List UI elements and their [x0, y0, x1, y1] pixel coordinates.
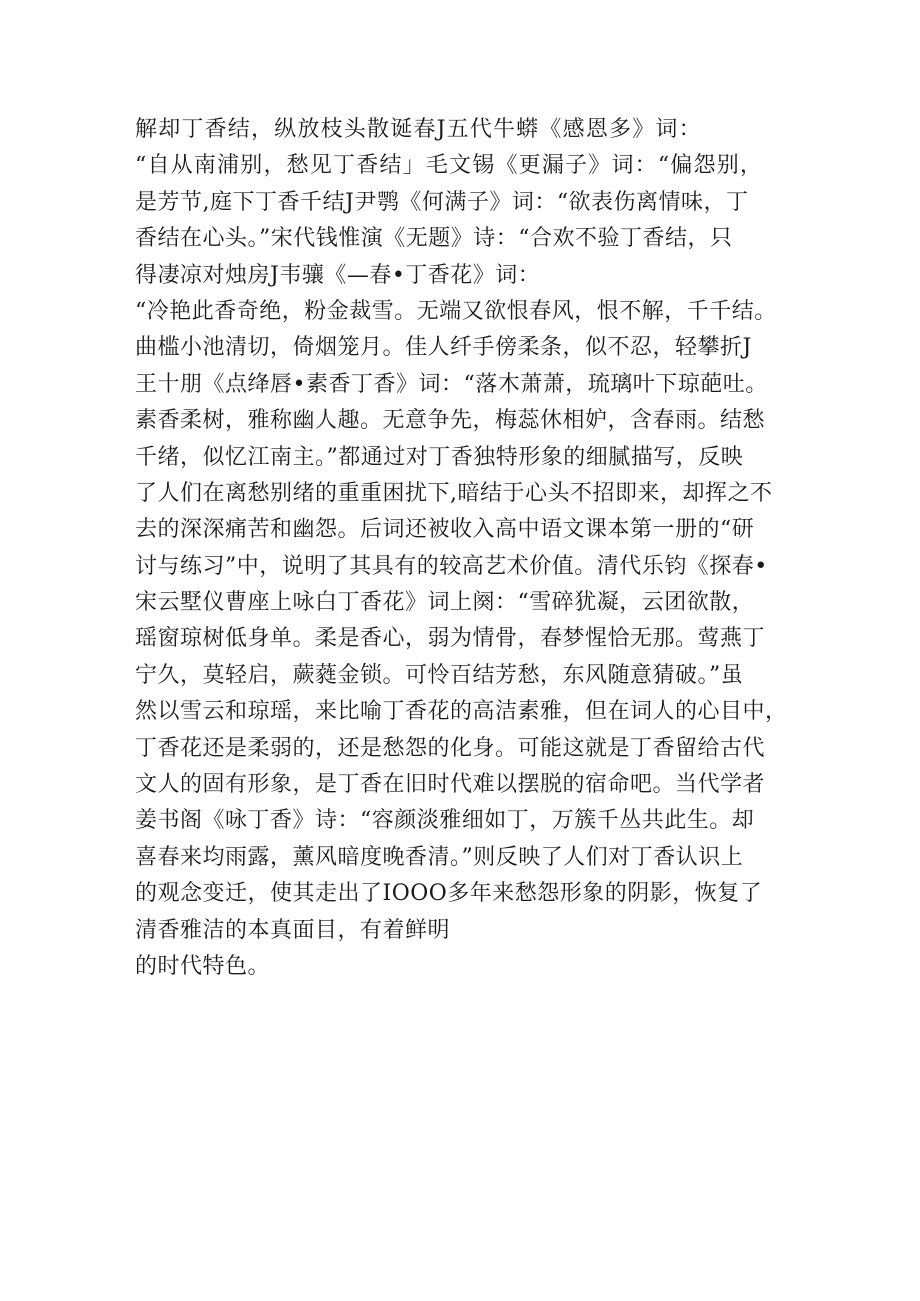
text-line: 香结在心头。”宋代钱惟演《无题》诗：“合欢不验丁香结，只 — [135, 226, 733, 252]
text-line: 的观念变迁，使其走出了IOOO多年来愁怨形象的阴影，恢复了 — [135, 881, 763, 907]
text-line: 瑶窗琼树低身单。柔是香心，弱为情骨，春梦惺恰无那。莺燕丁 — [135, 626, 766, 652]
text-line: 宋云墅仪曹座上咏白丁香花》词上阕：“雪碎犹凝，云团欲散， — [135, 590, 755, 616]
text-line: 是芳节,庭下丁香千结J尹鹗《何满子》词：“欲表伤离情味，丁 — [135, 189, 749, 215]
text-line: 讨与练习”中，说明了其具有的较高艺术价值。清代乐钧《探春• — [135, 553, 768, 579]
text-line: “冷艳此香奇绝，粉金裁雪。无端又欲恨春风，恨不解，千千结。 — [135, 298, 777, 324]
text-line: 文人的固有形象，是丁香在旧时代难以摆脱的宿命吧。当代学者 — [135, 772, 766, 798]
text-line: 曲槛小池清切，倚烟笼月。佳人纤手傍柔条，似不忍，轻攀折J — [135, 335, 752, 361]
text-line: 素香柔树，雅称幽人趣。无意争先，梅蕊休相妒，含春雨。结愁 — [135, 408, 766, 434]
text-line: 了人们在离愁别绪的重重困扰下,暗结于心头不招即来，却挥之不 — [135, 480, 773, 506]
text-line: 的时代特色。 — [135, 953, 271, 979]
text-line: 丁香花还是柔弱的，还是愁怨的化身。可能这就是丁香留给古代 — [135, 735, 766, 761]
text-line: 清香雅洁的本真面目，有着鲜明 — [135, 917, 451, 943]
text-line: 王十朋《点绛唇•素香丁香》词：“落木萧萧，琉璃叶下琼葩吐。 — [135, 371, 768, 397]
text-line: 然以雪云和琼瑶，来比喻丁香花的高洁素雅，但在词人的心目中， — [135, 699, 788, 725]
body-text — [135, 112, 805, 985]
text-line: 千绪，似忆江南主。”都通过对丁香独特形象的细腻描写，反映 — [135, 444, 744, 470]
text-line: 喜春来均雨露，薰风暗度晚香清。”则反映了人们对丁香认识上 — [135, 844, 744, 870]
text-line: 去的深深痛苦和幽怨。后词还被收入高中语文课本第一册的“研 — [135, 517, 755, 543]
text-line: 解却丁香结，纵放枝头散诞春J五代牛蟒《感恩多》词： — [135, 117, 702, 142]
text-line: 宁久，莫轻启，蕨蕤金锁。可怜百结芳愁，东风随意猜破。”虽 — [135, 662, 744, 688]
text-line: 姜书阁《咏丁香》诗：“容颜淡雅细如丁，万簇千丛共此生。却 — [135, 808, 755, 834]
text-line: “自从南浦别，愁见丁香结」毛文锡《更漏子》词：“偏怨别， — [135, 153, 764, 179]
text-line: 得凄凉对烛房J韦骧《—春•丁香花》词： — [135, 262, 541, 288]
